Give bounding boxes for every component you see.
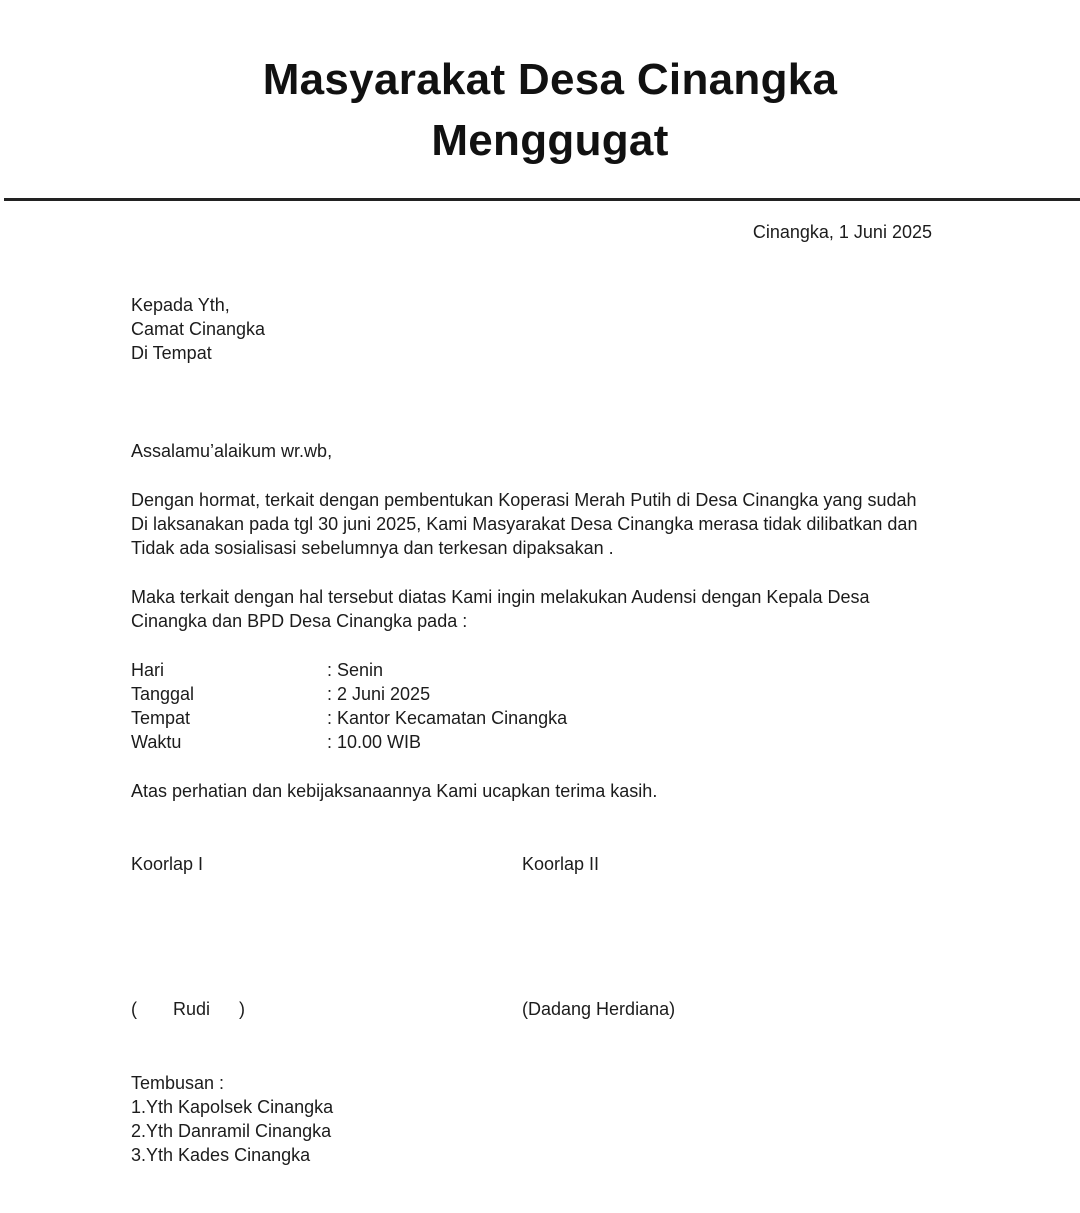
detail-value: : Senin — [327, 660, 384, 680]
closing-text: Atas perhatian dan kebijaksanaannya Kami ucapkan terima kasih. — [131, 781, 658, 801]
recipient-line: Di Tempat — [131, 343, 212, 363]
document-title-line-2: Menggugat — [431, 116, 669, 165]
signature-paren-close: ) — [239, 999, 245, 1019]
detail-value: : Kantor Kecamatan Cinangka — [327, 708, 568, 728]
paragraph-line: Tidak ada sosialisasi sebelumnya dan terkesan dipaksakan . — [131, 538, 614, 558]
greeting — [131, 439, 332, 463]
paragraph-line: Maka terkait dengan hal tersebut diatas Kami ingin melakukan Audensi dengan Kepala Desa — [131, 587, 870, 607]
paragraph-line: Di laksanakan pada tgl 30 juni 2025, Kami Masyarakat Desa Cinangka merasa tidak dilibatkan dan — [131, 514, 918, 534]
tembusan-item: 1.Yth Kapolsek Cinangka — [131, 1097, 334, 1117]
recipient-line: Camat Cinangka — [131, 319, 266, 339]
detail-value: : 10.00 WIB — [327, 732, 422, 752]
meeting-details — [131, 658, 567, 754]
closing — [131, 779, 657, 803]
place-date: Cinangka, 1 Juni 2025 — [752, 222, 932, 242]
tembusan-item: 3.Yth Kades Cinangka — [131, 1145, 311, 1165]
signature-name-koorlap-1: Rudi — [173, 999, 211, 1019]
detail-label: Waktu — [131, 732, 182, 752]
tembusan-heading: Tembusan : — [131, 1073, 225, 1093]
detail-row-tempat — [131, 706, 567, 730]
signature-name-koorlap-2: (Dadang Herdiana) — [522, 999, 676, 1019]
recipient-line: Kepada Yth, — [131, 295, 230, 315]
signature-title-koorlap-1: Koorlap I — [131, 854, 204, 874]
header-divider — [4, 198, 1080, 201]
detail-label: Hari — [131, 660, 165, 680]
paragraph-1 — [131, 488, 917, 560]
detail-value: : 2 Juni 2025 — [327, 684, 431, 704]
detail-row-tanggal — [131, 682, 567, 706]
greeting-text: Assalamu’alaikum wr.wb, — [131, 441, 333, 461]
detail-row-hari — [131, 658, 567, 682]
paragraph-line: Dengan hormat, terkait dengan pembentukan Koperasi Merah Putih di Desa Cinangka yang sudah — [131, 490, 917, 510]
document-title-line-1: Masyarakat Desa Cinangka — [262, 55, 838, 104]
signature-title-koorlap-2: Koorlap II — [522, 854, 600, 874]
detail-label: Tanggal — [131, 684, 195, 704]
detail-row-waktu — [131, 730, 567, 754]
detail-label: Tempat — [131, 708, 191, 728]
tembusan-item: 2.Yth Danramil Cinangka — [131, 1121, 332, 1141]
paragraph-line: Cinangka dan BPD Desa Cinangka pada : — [131, 611, 468, 631]
paragraph-2 — [131, 585, 869, 633]
signature-paren-open: ( — [131, 999, 137, 1019]
recipient-block — [131, 293, 265, 365]
tembusan-block — [131, 1071, 333, 1167]
